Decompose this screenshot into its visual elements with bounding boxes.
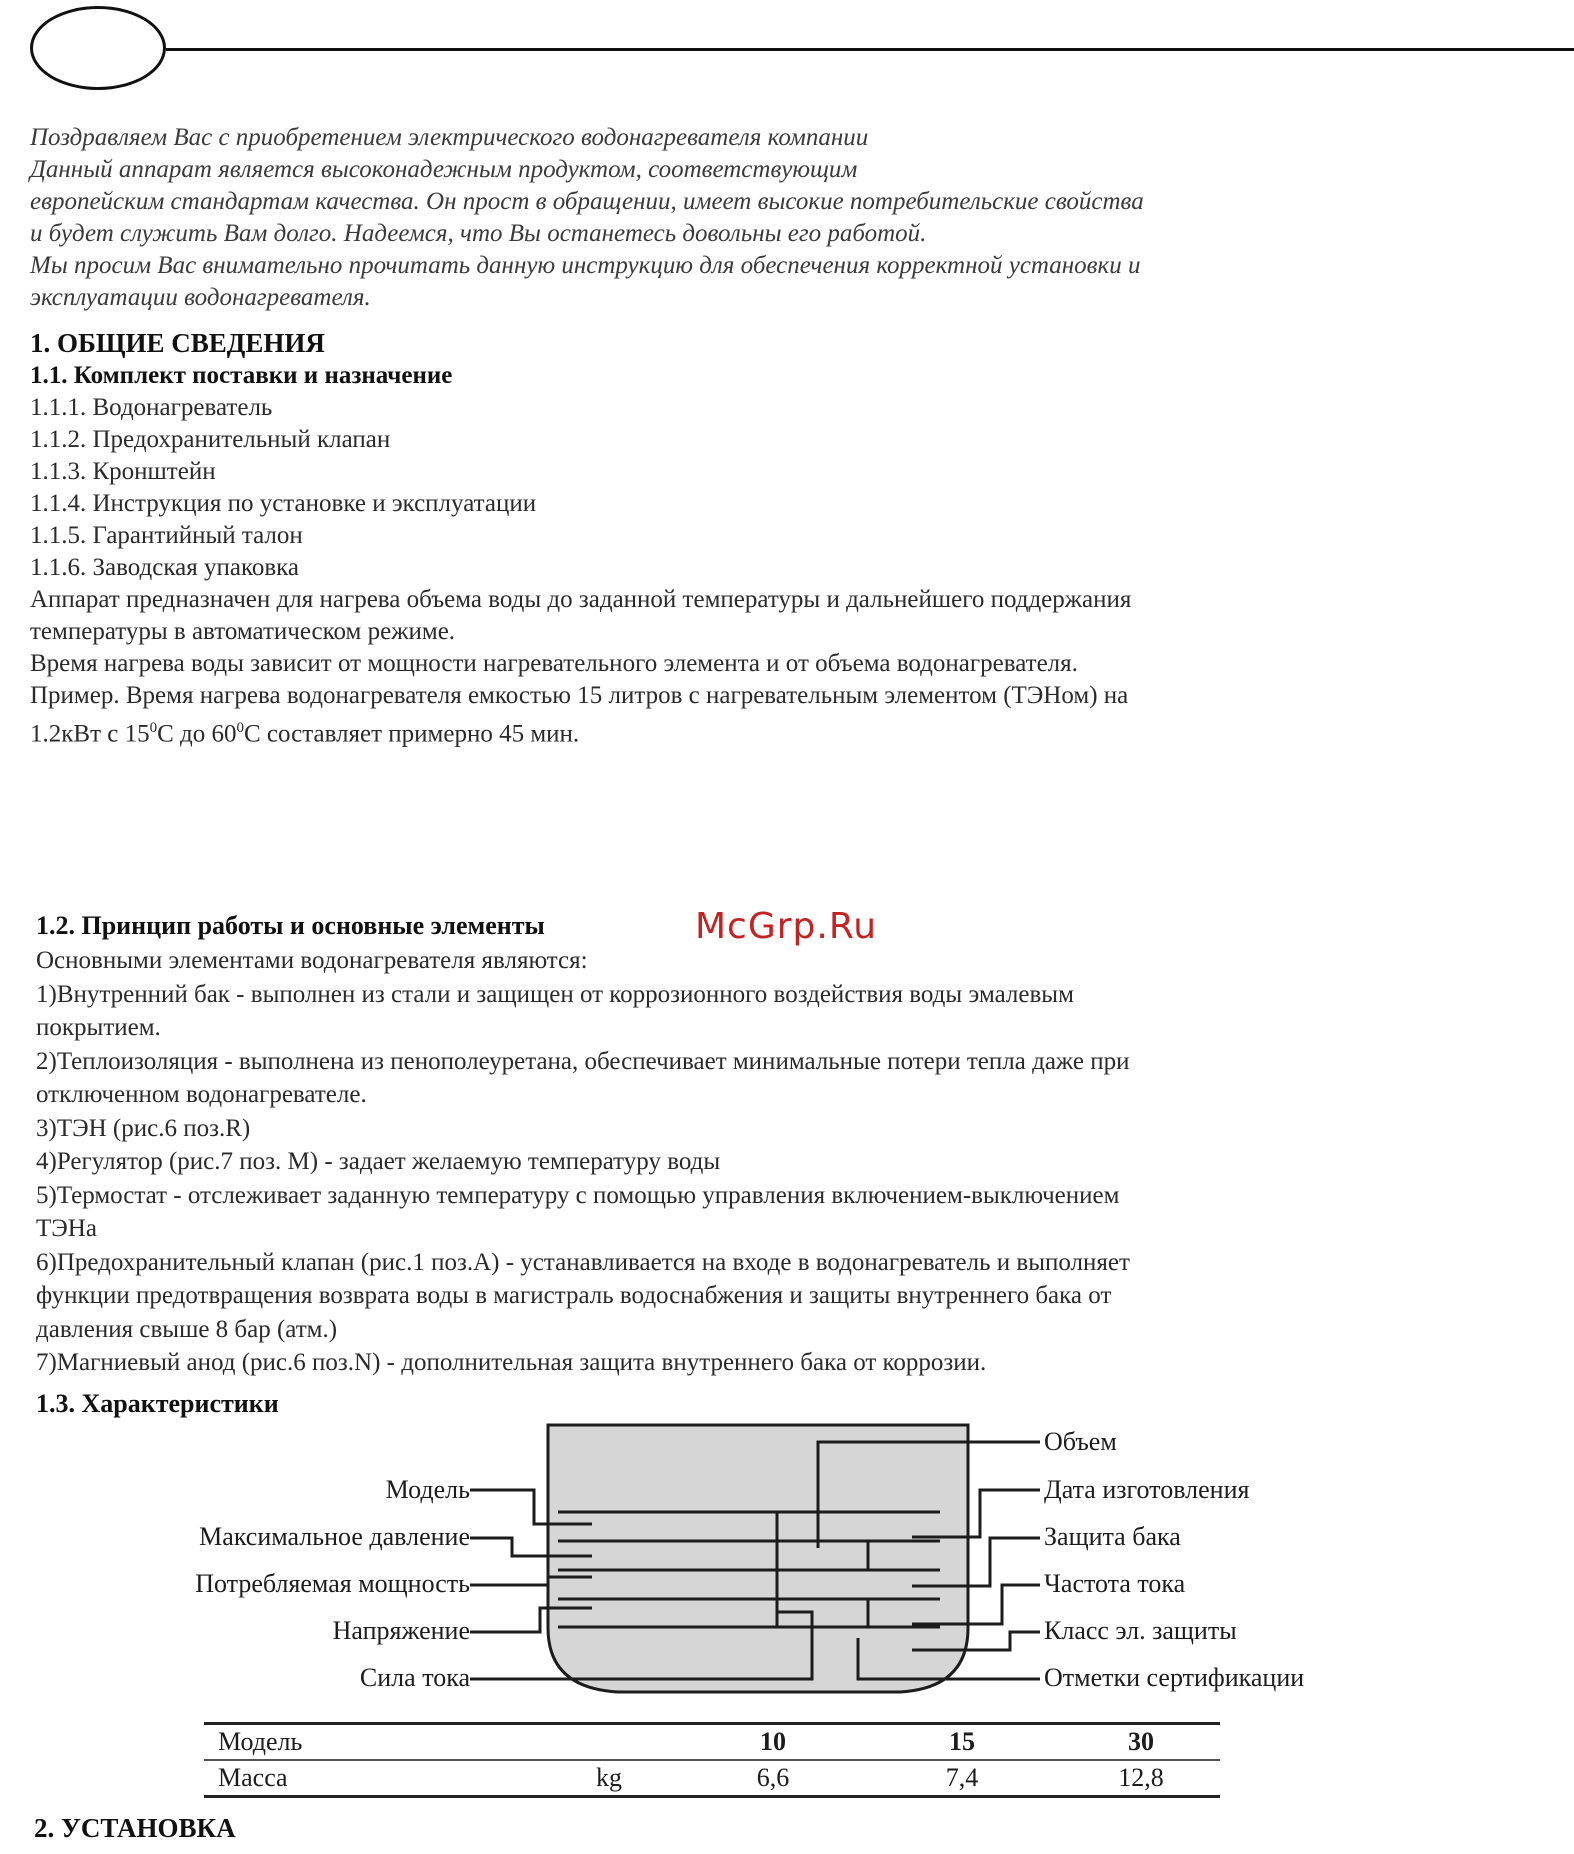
paragraph-line-temperature: 1.2кВт с $15^0С$ до $60^0С$ составляет примерно 45 мин. xyxy=(30,720,580,748)
paragraph-line: температуры в автоматическом режиме. xyxy=(30,618,456,645)
section-1-2-title: 1.2. Принцип работы и основные элементы xyxy=(36,911,545,940)
paragraph-line: 5)Термостат - отслеживает заданную температуру с помощью управления включением-выключением xyxy=(36,1181,1120,1209)
label-protection-class: Класс эл. защиты xyxy=(1044,1616,1237,1645)
paragraph-line: 1)Внутренний бак - выполнен из стали и защищен от коррозионного воздействия воды эмалевым xyxy=(36,980,1074,1008)
label-current: Сила тока xyxy=(359,1663,470,1692)
table-header-cell: 30 xyxy=(1128,1727,1154,1756)
list-item: 1.1.1. Водонагреватель xyxy=(30,394,273,421)
table-cell: kg xyxy=(596,1763,622,1792)
paragraph-line: покрытием. xyxy=(36,1014,161,1041)
table-header-row xyxy=(204,1724,1220,1761)
label-tank-protection: Защита бака xyxy=(1044,1522,1181,1551)
section-2-title: 2. УСТАНОВКА xyxy=(34,1813,236,1843)
table-cell: Масса xyxy=(218,1763,288,1792)
table-header-cell: 10 xyxy=(760,1727,786,1756)
paragraph-line: Основными элементами водонагревателя являются: xyxy=(36,947,588,974)
paragraph-line: 4)Регулятор (рис.7 поз. M) - задает желаемую температуру воды xyxy=(36,1148,721,1175)
label-model: Модель xyxy=(385,1475,470,1504)
paragraph-line: 7)Магниевый анод (рис.6 поз.N) - дополнительная защита внутреннего бака от коррозии. xyxy=(36,1349,987,1376)
table-header-cell: Модель xyxy=(218,1727,303,1756)
table-header-cell xyxy=(534,1724,684,1761)
label-volume: Объем xyxy=(1044,1427,1117,1456)
label-power: Потребляемая мощность xyxy=(195,1569,470,1598)
table-header-cell: 15 xyxy=(949,1727,975,1756)
paragraph-line: функции предотвращения возврата воды в магистраль водоснабжения и защиты внутреннего бака от xyxy=(36,1282,1112,1309)
table-cell: 12,8 xyxy=(1118,1763,1164,1792)
section-1-1-title: 1.1. Комплект поставки и назначение xyxy=(30,362,453,389)
list-item: 1.1.5. Гарантийный талон xyxy=(30,522,303,549)
label-frequency: Частота тока xyxy=(1044,1569,1186,1598)
paragraph-line: отключенном водонагревателе. xyxy=(36,1081,367,1108)
paragraph-line: 2)Теплоизоляция - выполнена из пенополеуретана, обеспечивает минимальные потери тепла даже при xyxy=(36,1047,1130,1075)
intro-line: Поздравляем Вас с приобретением электрического водонагревателя компании xyxy=(30,124,869,151)
intro-line: и будет служить Вам долго. Надеемся, что Вы останетесь довольны его работой. xyxy=(30,220,927,247)
section-1-title: 1. ОБЩИЕ СВЕДЕНИЯ xyxy=(30,328,325,358)
label-max-pressure: Максимальное давление xyxy=(199,1522,470,1551)
table-row xyxy=(204,1760,1220,1797)
section-1-3-title: 1.3. Характеристики xyxy=(36,1389,279,1418)
watermark: McGrp.Ru xyxy=(695,906,878,947)
paragraph-line: Пример. Время нагрева водонагревателя емкостью 15 литров с нагревательным элементом (ТЭНом) на xyxy=(30,682,1129,709)
paragraph-line: 6)Предохранительный клапан (рис.1 поз.А) - устанавливается на входе в водонагреватель и выполняет xyxy=(36,1248,1130,1276)
spec-table xyxy=(204,1722,1220,1798)
paragraph-line: 3)ТЭН (рис.6 поз.R) xyxy=(36,1114,251,1142)
intro-line: эксплуатации водонагревателя. xyxy=(30,284,371,311)
label-manufacture-date: Дата изготовления xyxy=(1044,1475,1250,1504)
paragraph-line: давления свыше 8 бар (атм.) xyxy=(36,1315,338,1343)
intro-line: Мы просим Вас внимательно прочитать данную инструкцию для обеспечения корректной установки и xyxy=(30,252,1141,279)
label-voltage: Напряжение xyxy=(332,1616,470,1645)
list-item: 1.1.2. Предохранительный клапан xyxy=(30,426,391,453)
label-certification: Отметки сертификации xyxy=(1044,1663,1305,1692)
paragraph-line: ТЭНа xyxy=(36,1215,97,1242)
table-cell: 6,6 xyxy=(756,1763,790,1792)
list-item: 1.1.3. Кронштейн xyxy=(30,458,216,485)
intro-line: Данный аппарат является высоконадежным продуктом, соответствующим xyxy=(30,156,858,183)
table-cell: 7,4 xyxy=(945,1763,979,1792)
paragraph-line: Аппарат предназначен для нагрева объема воды до заданной температуры и дальнейшего поддержания xyxy=(30,586,1132,613)
intro-line: европейским стандартам качества. Он прост в обращении, имеет высокие потребительские свойства xyxy=(30,188,1144,215)
list-item: 1.1.4. Инструкция по установке и эксплуатации xyxy=(30,490,537,517)
paragraph-line: Время нагрева воды зависит от мощности нагревательного элемента и от объема водонагревателя. xyxy=(30,650,1078,677)
list-item: 1.1.6. Заводская упаковка xyxy=(30,554,299,581)
